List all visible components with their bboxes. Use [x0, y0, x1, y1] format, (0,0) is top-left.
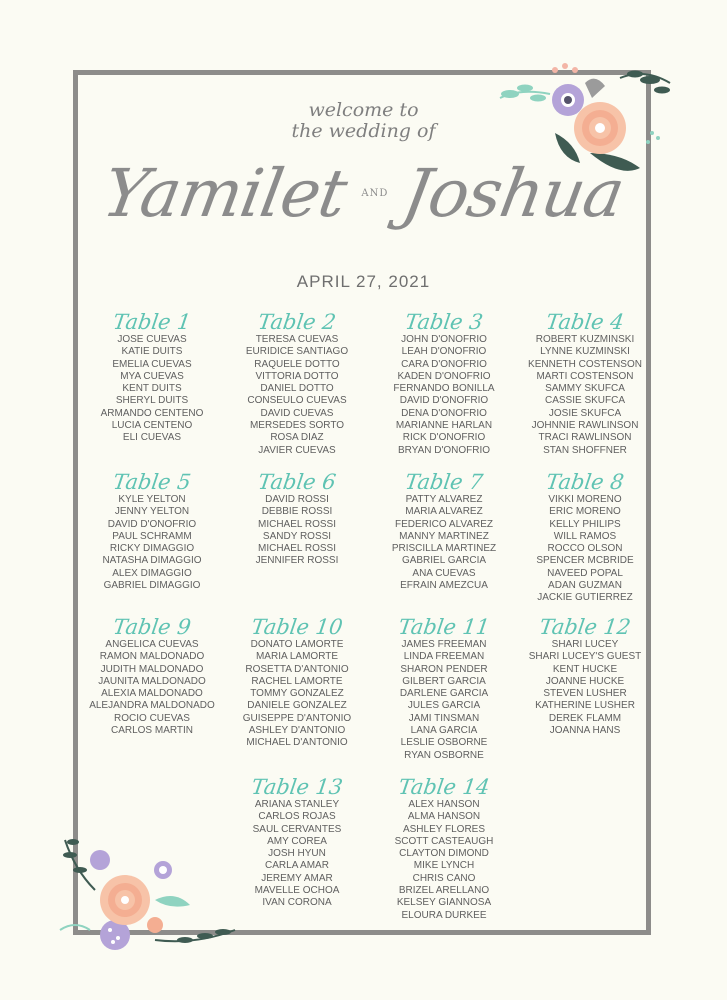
table-title: Table 5 [111, 470, 193, 494]
table-title: Table 11 [396, 615, 492, 639]
guest-name: LEAH D'ONOFRIO [401, 346, 487, 358]
guest-name: ERIC MORENO [549, 506, 621, 518]
guest-name: SAMMY SKUFCA [545, 383, 625, 395]
table-6 [222, 470, 372, 568]
table-3 [369, 310, 519, 457]
guest-name: ALEX HANSON [408, 799, 480, 810]
guest-name: CONSEULO CUEVAS [247, 395, 347, 407]
guest-name: MAVELLE OCHOA [254, 885, 340, 897]
table-4 [510, 310, 660, 457]
guest-name: NAVEED POPAL [547, 567, 623, 579]
guest-name: PATTY ALVAREZ [405, 494, 483, 505]
guest-name: ALEXIA MALDONADO [101, 688, 203, 700]
guest-name: MICHAEL ROSSI [258, 543, 336, 555]
guest-name: KENT DUITS [122, 383, 182, 395]
guest-name: RICK D'ONOFRIO [402, 432, 486, 444]
guest-name: LUCIA CENTENO [111, 420, 193, 432]
table-title: Table 3 [403, 310, 485, 334]
guest-name: ANGELICA CUEVAS [105, 639, 199, 650]
guest-name: ASHLEY FLORES [402, 823, 486, 835]
guest-name: CARLA AMAR [265, 860, 329, 872]
guest-name: STAN SHOFFNER [543, 444, 627, 456]
guest-name: KYLE YELTON [118, 494, 186, 505]
guest-name: JOANNA HANS [549, 725, 621, 737]
table-2 [222, 310, 372, 457]
guest-name: CASSIE SKUFCA [544, 395, 626, 407]
guest-name: DAVID CUEVAS [260, 407, 334, 419]
guest-name: VITTORIA DOTTO [255, 370, 339, 382]
guest-name: DONATO LAMORTE [250, 639, 344, 650]
guest-name: CLAYTON DIMOND [399, 848, 489, 860]
guest-name: KATIE DUITS [121, 346, 183, 358]
guest-name: DEREK FLAMM [548, 712, 622, 724]
guest-name: ROCIO CUEVAS [114, 712, 190, 724]
guest-name: ARMANDO CENTENO [100, 407, 204, 419]
guest-name: FEDERICO ALVAREZ [395, 518, 493, 530]
guest-name: PRISCILLA MARTINEZ [391, 543, 497, 555]
guest-name: SHERYL DUITS [115, 395, 189, 407]
floral-decoration-bottom-left [55, 830, 240, 970]
guest-name: EURIDICE SANTIAGO [245, 346, 349, 358]
guest-name: ALEX DIMAGGIO [112, 567, 192, 579]
guest-name: SCOTT CASTEAUGH [394, 835, 494, 847]
guest-name: DARLENE GARCIA [399, 688, 489, 700]
guest-name: NATASHA DIMAGGIO [102, 555, 202, 567]
guest-name: RACHEL LAMORTE [251, 675, 343, 687]
bride-name: Yamilet [97, 155, 353, 232]
guest-name: KELLY PHILIPS [549, 518, 621, 530]
guest-name: AMY COREA [267, 835, 327, 847]
welcome-text [0, 100, 727, 142]
table-title: Table 9 [111, 615, 193, 639]
table-7 [369, 470, 519, 592]
guest-name: KENT HUCKE [552, 663, 618, 675]
guest-name: SHARON PENDER [400, 663, 488, 675]
groom-name: Joshua [397, 155, 630, 232]
guest-name: ROSA DIAZ [270, 432, 324, 444]
guest-name: EFRAIN AMEZCUA [400, 580, 488, 592]
table-5 [77, 470, 227, 592]
guest-name: JOHN D'ONOFRIO [401, 334, 487, 345]
guest-name: JENNY YELTON [114, 506, 190, 518]
guest-name: TRACI RAWLINSON [538, 432, 632, 444]
guest-name: MIKE LYNCH [413, 860, 475, 872]
guest-name: DAVID D'ONOFRIO [399, 395, 489, 407]
table-14 [369, 775, 519, 922]
guest-name: SHARI LUCEY'S GUEST [528, 651, 642, 663]
guest-name: LANA GARCIA [410, 725, 478, 737]
guest-name: JENNIFER ROSSI [255, 555, 339, 567]
guest-name: ELI CUEVAS [122, 432, 182, 444]
guest-name: CARLOS MARTIN [110, 725, 194, 737]
guest-name: JAVIER CUEVAS [258, 444, 336, 456]
table-10 [222, 615, 372, 750]
guest-name: ANA CUEVAS [412, 567, 476, 579]
guest-name: ROSETTA D'ANTONIO [245, 663, 349, 675]
guest-name: MANNY MARTINEZ [399, 530, 489, 542]
guest-name: JAMI TINSMAN [408, 712, 480, 724]
guest-name: DENA D'ONOFRIO [401, 407, 487, 419]
guest-name: ELOURA DURKEE [401, 909, 487, 921]
table-13 [222, 775, 372, 910]
guest-name: LINDA FREEMAN [403, 651, 485, 663]
guest-name: SPENCER MCBRIDE [536, 555, 634, 567]
guest-name: SANDY ROSSI [262, 530, 332, 542]
guest-name: TERESA CUEVAS [255, 334, 339, 345]
guest-name: CARLOS ROJAS [258, 811, 336, 823]
guest-name: DANIEL DOTTO [260, 383, 334, 395]
guest-name: JOSIE SKUFCA [548, 407, 622, 419]
guest-name: CHRIS CANO [412, 872, 476, 884]
guest-name: TOMMY GONZALEZ [250, 688, 344, 700]
guest-name: GABRIEL DIMAGGIO [103, 580, 201, 592]
guest-name: MICHAEL D'ANTONIO [246, 737, 348, 749]
guest-name: PAUL SCHRAMM [112, 530, 192, 542]
guest-name: KADEN D'ONOFRIO [397, 370, 491, 382]
guest-name: FERNANDO BONILLA [393, 383, 495, 395]
guest-name: ARIANA STANLEY [254, 799, 340, 810]
guest-name: SAUL CERVANTES [252, 823, 342, 835]
table-12 [510, 615, 660, 737]
guest-name: KENNETH COSTENSON [528, 358, 642, 370]
guest-name: ALMA HANSON [407, 811, 481, 823]
guest-name: ALEJANDRA MALDONADO [89, 700, 215, 712]
guest-name: GUISEPPE D'ANTONIO [242, 712, 352, 724]
table-title: Table 2 [256, 310, 338, 334]
welcome-line-2: the wedding of [291, 120, 436, 142]
table-title: Table 14 [396, 775, 492, 799]
guest-name: BRIZEL ARELLANO [398, 885, 490, 897]
guest-name: CARA D'ONOFRIO [401, 358, 487, 370]
guest-name: JEREMY AMAR [261, 872, 333, 884]
table-11 [369, 615, 519, 762]
and-text: AND [361, 188, 389, 199]
guest-name: MERSEDES SORTO [249, 420, 345, 432]
guest-name: BRYAN D'ONOFRIO [397, 444, 491, 456]
guest-name: DAVID D'ONOFRIO [107, 518, 197, 530]
guest-name: ROBERT KUZMINSKI [535, 334, 635, 345]
guest-name: JAUNITA MALDONADO [98, 675, 206, 687]
guest-name: KATHERINE LUSHER [535, 700, 635, 712]
guest-name: MARIA ALVAREZ [405, 506, 483, 518]
table-title: Table 8 [544, 470, 626, 494]
guest-name: EMELIA CUEVAS [112, 358, 192, 370]
guest-name: SHARI LUCEY [551, 639, 619, 650]
table-1 [77, 310, 227, 445]
guest-name: ASHLEY D'ANTONIO [248, 725, 346, 737]
guest-name: MARIANNE HARLAN [395, 420, 493, 432]
guest-name: JOSE CUEVAS [117, 334, 187, 345]
guest-name: VIKKI MORENO [548, 494, 622, 505]
guest-name: RAMON MALDONADO [99, 651, 205, 663]
guest-name: LYNNE KUZMINSKI [540, 346, 630, 358]
guest-name: RAQUELE DOTTO [254, 358, 340, 370]
guest-name: MARTI COSTENSON [536, 370, 634, 382]
guest-name: RICKY DIMAGGIO [109, 543, 195, 555]
guest-name: JACKIE GUTIERREZ [537, 592, 633, 604]
table-title: Table 4 [544, 310, 626, 334]
table-title: Table 6 [256, 470, 338, 494]
table-title: Table 1 [111, 310, 193, 334]
welcome-line-1: welcome to [308, 99, 419, 121]
wedding-date: APRIL 27, 2021 [296, 272, 431, 291]
guest-name: STEVEN LUSHER [543, 688, 627, 700]
guest-name: JOSH HYUN [268, 848, 326, 860]
guest-name: KELSEY GIANNOSA [396, 897, 492, 909]
guest-name: JAMES FREEMAN [401, 639, 487, 650]
table-title: Table 7 [403, 470, 485, 494]
guest-name: MARIA LAMORTE [255, 651, 339, 663]
guest-name: LESLIE OSBORNE [400, 737, 488, 749]
guest-name: IVAN CORONA [262, 897, 332, 909]
guest-name: ROCCO OLSON [547, 543, 623, 555]
guest-name: JOANNE HUCKE [545, 675, 625, 687]
guest-name: JUDITH MALDONADO [100, 663, 204, 675]
table-title: Table 10 [249, 615, 345, 639]
table-title: Table 13 [249, 775, 345, 799]
table-title: Table 12 [537, 615, 633, 639]
guest-name: RYAN OSBORNE [404, 749, 484, 761]
couple-names [0, 155, 727, 232]
guest-name: WILL RAMOS [553, 530, 617, 542]
table-9 [77, 615, 227, 737]
guest-name: GABRIEL GARCIA [401, 555, 487, 567]
guest-name: DAVID ROSSI [265, 494, 329, 505]
guest-name: DEBBIE ROSSI [261, 506, 333, 518]
guest-name: MICHAEL ROSSI [258, 518, 336, 530]
table-8 [510, 470, 660, 605]
guest-name: JOHNNIE RAWLINSON [531, 420, 639, 432]
guest-name: MYA CUEVAS [120, 370, 184, 382]
guest-name: ADAN GUZMAN [548, 580, 622, 592]
guest-name: DANIELE GONZALEZ [247, 700, 347, 712]
guest-name: JULES GARCIA [407, 700, 481, 712]
guest-name: GILBERT GARCIA [402, 675, 486, 687]
